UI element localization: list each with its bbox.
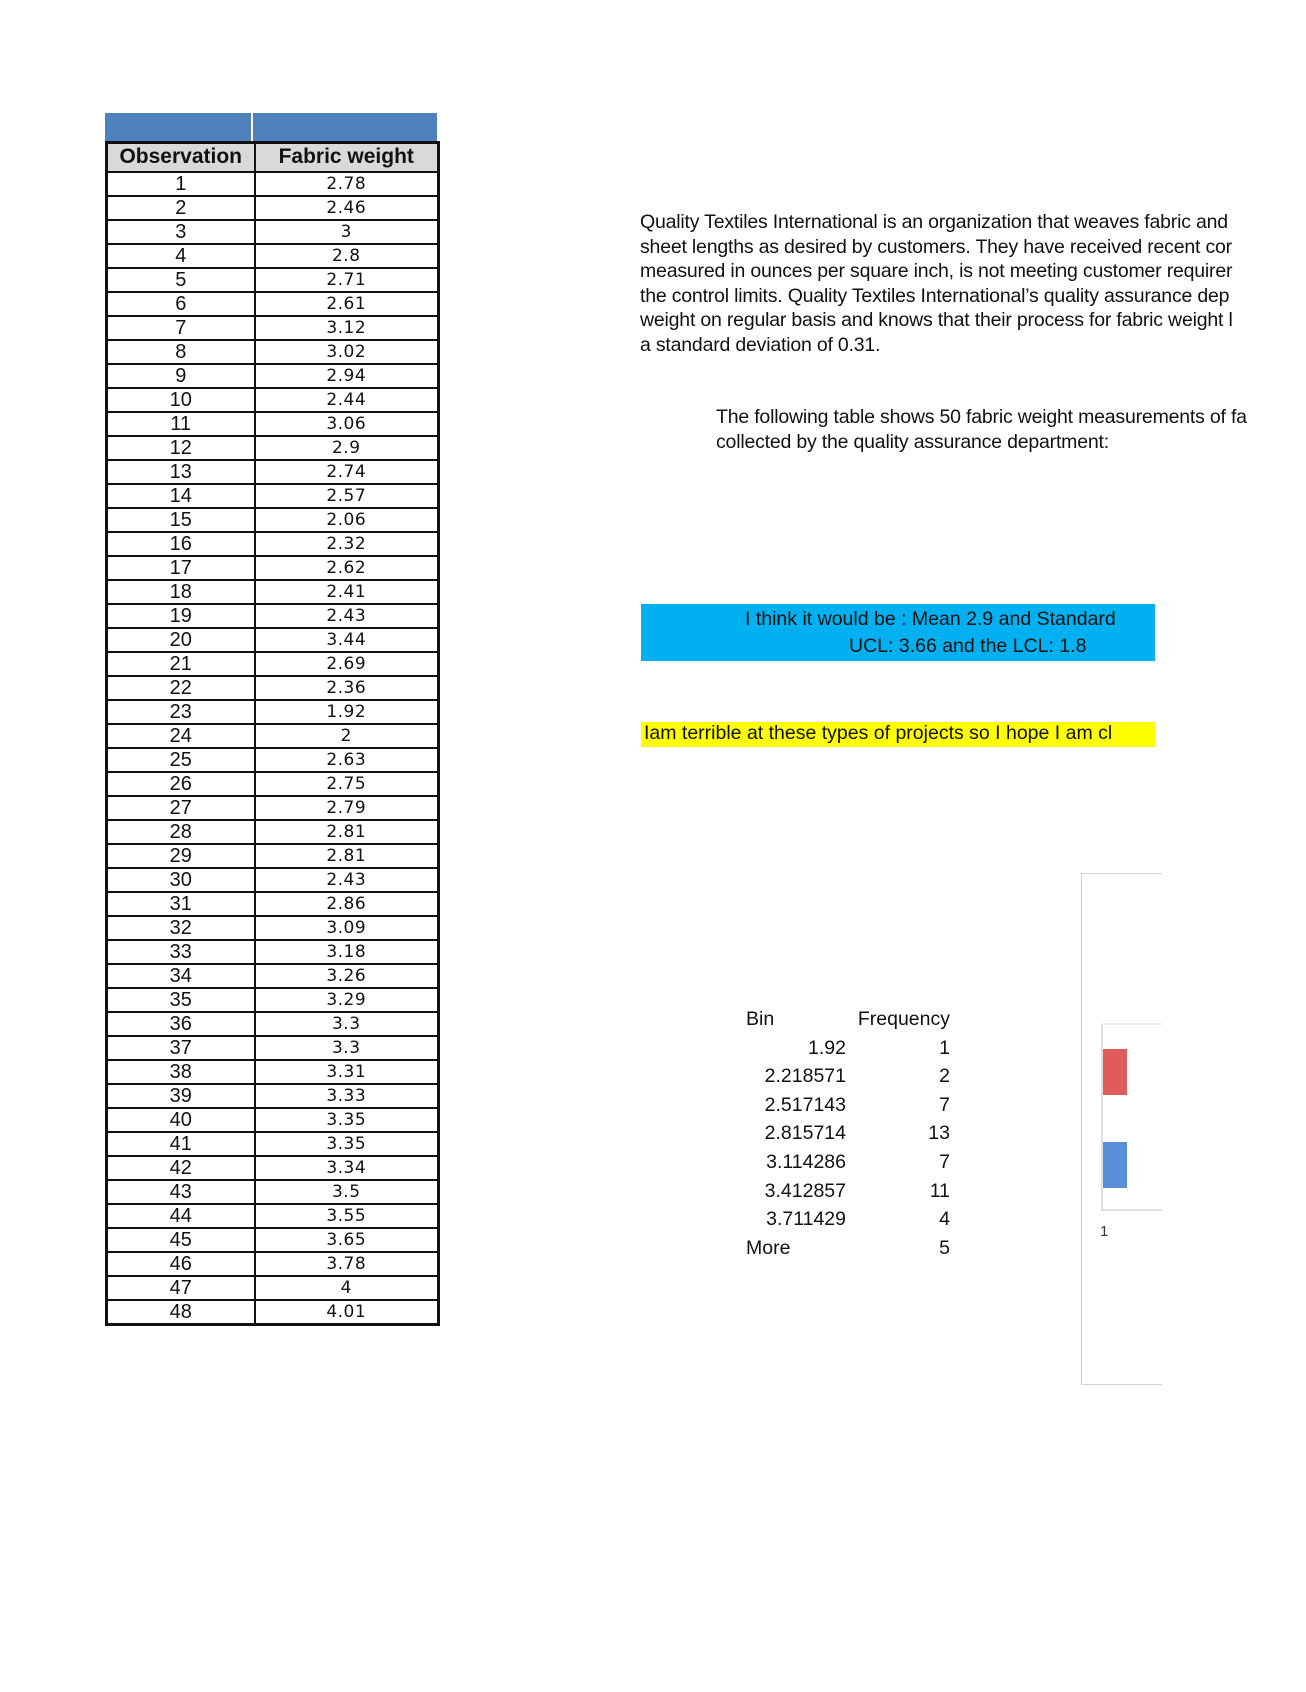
observation-cell[interactable]: 25 <box>107 748 255 772</box>
frequency-cell[interactable]: 11 <box>929 1179 950 1202</box>
observation-cell[interactable]: 39 <box>107 1084 255 1108</box>
table-row <box>107 412 439 436</box>
observation-cell[interactable]: 14 <box>107 484 255 508</box>
bin-cell[interactable]: More <box>746 1236 791 1259</box>
observation-cell[interactable]: 42 <box>107 1156 255 1180</box>
observation-cell[interactable]: 6 <box>107 292 255 316</box>
table-row <box>107 964 439 988</box>
fabric-weight-cell[interactable]: 2.32 <box>255 532 439 556</box>
fabric-weight-table <box>105 141 440 1326</box>
fabric-weight-cell[interactable]: 2.61 <box>255 292 439 316</box>
fabric-weight-cell[interactable]: 3.44 <box>255 628 439 652</box>
observation-cell[interactable]: 13 <box>107 460 255 484</box>
observation-cell[interactable]: 7 <box>107 316 255 340</box>
table-row <box>107 796 439 820</box>
table-row <box>107 340 439 364</box>
table-row <box>107 916 439 940</box>
fabric-weight-cell[interactable]: 2.57 <box>255 484 439 508</box>
fabric-weight-cell[interactable]: 2.94 <box>255 364 439 388</box>
chart-bar-series-1 <box>1103 1049 1127 1095</box>
fabric-weight-cell[interactable]: 3.35 <box>255 1132 439 1156</box>
frequency-row <box>738 1065 958 1094</box>
fabric-weight-cell[interactable]: 2 <box>255 724 439 748</box>
bin-cell[interactable]: 1.92 <box>808 1036 846 1059</box>
frequency-row <box>738 1208 958 1237</box>
observation-cell[interactable]: 36 <box>107 1012 255 1036</box>
observation-cell[interactable]: 47 <box>107 1276 255 1300</box>
fabric-weight-cell[interactable]: 3.02 <box>255 340 439 364</box>
frequency-cell[interactable]: 2 <box>939 1065 950 1088</box>
table-row <box>107 724 439 748</box>
fabric-weight-cell[interactable]: 3.12 <box>255 316 439 340</box>
observation-cell[interactable]: 23 <box>107 700 255 724</box>
fabric-weight-cell[interactable]: 3.3 <box>255 1036 439 1060</box>
fabric-weight-cell[interactable]: 3.06 <box>255 412 439 436</box>
observation-cell[interactable]: 32 <box>107 916 255 940</box>
observation-cell[interactable]: 17 <box>107 556 255 580</box>
frequency-cell[interactable]: 4 <box>939 1208 950 1231</box>
fabric-weight-cell[interactable]: 3.26 <box>255 964 439 988</box>
observation-cell[interactable]: 20 <box>107 628 255 652</box>
frequency-table <box>738 1008 958 1265</box>
fabric-weight-cell[interactable]: 2.78 <box>255 172 439 196</box>
column-header-fabric-weight[interactable]: Fabric weight <box>255 143 439 172</box>
table-row <box>107 508 439 532</box>
observation-cell[interactable]: 48 <box>107 1300 255 1325</box>
fabric-weight-cell[interactable]: 2.79 <box>255 796 439 820</box>
fabric-weight-cell[interactable]: 2.81 <box>255 844 439 868</box>
fabric-weight-cell[interactable]: 3 <box>255 220 439 244</box>
frequency-cell[interactable]: 1 <box>939 1036 950 1059</box>
fabric-weight-cell[interactable]: 2.62 <box>255 556 439 580</box>
note-highlight-box[interactable] <box>641 722 1155 747</box>
fabric-weight-cell[interactable]: 2.86 <box>255 892 439 916</box>
table-row <box>107 1108 439 1132</box>
observation-cell[interactable]: 29 <box>107 844 255 868</box>
observation-cell[interactable]: 9 <box>107 364 255 388</box>
table-row <box>107 268 439 292</box>
fabric-weight-cell[interactable]: 3.31 <box>255 1060 439 1084</box>
fabric-weight-cell[interactable]: 2.8 <box>255 244 439 268</box>
table-row <box>107 1228 439 1252</box>
observation-cell[interactable]: 31 <box>107 892 255 916</box>
table-row <box>107 220 439 244</box>
bin-cell[interactable]: 2.517143 <box>764 1093 846 1116</box>
table-row <box>107 1204 439 1228</box>
fabric-weight-cell[interactable]: 3.09 <box>255 916 439 940</box>
fabric-weight-cell[interactable]: 1.92 <box>255 700 439 724</box>
observation-cell[interactable]: 40 <box>107 1108 255 1132</box>
bin-cell[interactable]: 2.218571 <box>764 1065 846 1088</box>
problem-statement: Quality Textiles International is an organization that weaves fabric and sheet lengths as desired by customers. They have received recent cor measured in ounces per square inch, is not meeting customer requirer the control limits. Quality Textiles International’s quality assurance dep weight on regular basis and knows that their process for fabric weight l a standard deviation of 0.31. <box>640 211 1233 356</box>
observation-cell[interactable]: 15 <box>107 508 255 532</box>
table-row <box>107 748 439 772</box>
histogram-chart-svg <box>1082 874 1162 1384</box>
histogram-chart[interactable] <box>1081 873 1162 1385</box>
header-band-cell-1 <box>105 113 253 141</box>
fabric-weight-cell[interactable]: 3.18 <box>255 940 439 964</box>
table-row <box>107 772 439 796</box>
table-row <box>107 532 439 556</box>
table-row <box>107 580 439 604</box>
fabric-weight-cell[interactable]: 3.29 <box>255 988 439 1012</box>
observation-cell[interactable]: 12 <box>107 436 255 460</box>
fabric-weight-cell[interactable]: 3.3 <box>255 1012 439 1036</box>
answer-line-2: UCL: 3.66 and the LCL: 1.8 <box>849 635 1087 657</box>
observation-cell[interactable]: 22 <box>107 676 255 700</box>
table-row <box>107 652 439 676</box>
table-row <box>107 940 439 964</box>
table-row <box>107 604 439 628</box>
fabric-weight-cell[interactable]: 2.63 <box>255 748 439 772</box>
observation-cell[interactable]: 16 <box>107 532 255 556</box>
table-row <box>107 868 439 892</box>
observation-cell[interactable]: 8 <box>107 340 255 364</box>
table-row <box>107 244 439 268</box>
column-header-observation[interactable]: Observation <box>107 143 255 172</box>
fabric-weight-cell[interactable]: 3.33 <box>255 1084 439 1108</box>
fabric-weight-cell[interactable]: 2.69 <box>255 652 439 676</box>
frequency-header-frequency[interactable]: Frequency <box>857 1008 950 1030</box>
observation-cell[interactable]: 37 <box>107 1036 255 1060</box>
bin-cell[interactable]: 3.711429 <box>766 1208 846 1231</box>
observation-cell[interactable]: 27 <box>107 796 255 820</box>
fabric-weight-cell[interactable]: 2.41 <box>255 580 439 604</box>
observation-cell[interactable]: 46 <box>107 1252 255 1276</box>
fabric-weight-cell[interactable]: 2.43 <box>255 868 439 892</box>
table-row <box>107 1132 439 1156</box>
observation-cell[interactable]: 10 <box>107 388 255 412</box>
fabric-weight-table-container <box>105 113 437 1326</box>
fabric-weight-cell[interactable]: 3.65 <box>255 1228 439 1252</box>
header-band-cell-2 <box>253 113 437 141</box>
fabric-weight-cell[interactable]: 2.71 <box>255 268 439 292</box>
observation-cell[interactable]: 1 <box>107 172 255 196</box>
table-row <box>107 1300 439 1325</box>
observation-cell[interactable]: 44 <box>107 1204 255 1228</box>
fabric-weight-cell[interactable]: 3.5 <box>255 1180 439 1204</box>
table-row <box>107 388 439 412</box>
frequency-row <box>738 1094 958 1123</box>
table-row <box>107 844 439 868</box>
table-row <box>107 700 439 724</box>
table-row <box>107 172 439 196</box>
fabric-weight-cell[interactable]: 2.75 <box>255 772 439 796</box>
fabric-weight-cell[interactable]: 3.78 <box>255 1252 439 1276</box>
table-row <box>107 1012 439 1036</box>
table-intro-text: The following table shows 50 fabric weight measurements of fa collected by the quality assurance department: <box>716 406 1247 453</box>
answer-line-1: I think it would be : Mean 2.9 and Standard <box>745 608 1116 630</box>
observation-cell[interactable]: 5 <box>107 268 255 292</box>
table-row <box>107 988 439 1012</box>
table-row <box>107 1180 439 1204</box>
observation-cell[interactable]: 18 <box>107 580 255 604</box>
frequency-cell[interactable]: 7 <box>939 1093 950 1116</box>
note-text: Iam terrible at these types of projects so I hope I am cl <box>644 722 1113 744</box>
frequency-body <box>738 1037 958 1266</box>
observation-cell[interactable]: 30 <box>107 868 255 892</box>
table-header-row <box>107 143 439 172</box>
bin-cell[interactable]: 2.815714 <box>764 1122 846 1145</box>
frequency-cell[interactable]: 13 <box>928 1122 950 1145</box>
observation-cell[interactable]: 26 <box>107 772 255 796</box>
fabric-weight-cell[interactable]: 4.01 <box>255 1300 439 1325</box>
observation-cell[interactable]: 11 <box>107 412 255 436</box>
table-row <box>107 292 439 316</box>
table-row <box>107 316 439 340</box>
fabric-weight-cell[interactable]: 2.46 <box>255 196 439 220</box>
bin-cell[interactable]: 3.114286 <box>766 1150 846 1173</box>
frequency-row <box>738 1037 958 1066</box>
fabric-weight-cell[interactable]: 2.9 <box>255 436 439 460</box>
fabric-weight-cell[interactable]: 2.06 <box>255 508 439 532</box>
table-row <box>107 484 439 508</box>
table-row <box>107 364 439 388</box>
fabric-weight-cell[interactable]: 2.44 <box>255 388 439 412</box>
bin-cell[interactable]: 3.412857 <box>764 1179 846 1202</box>
frequency-header-bin[interactable]: Bin <box>746 1008 775 1030</box>
observation-cell[interactable]: 34 <box>107 964 255 988</box>
frequency-row <box>738 1180 958 1209</box>
table-row <box>107 892 439 916</box>
fabric-weight-cell[interactable]: 3.55 <box>255 1204 439 1228</box>
observation-cell[interactable]: 21 <box>107 652 255 676</box>
table-row <box>107 1060 439 1084</box>
fabric-weight-cell[interactable]: 2.81 <box>255 820 439 844</box>
table-row <box>107 1036 439 1060</box>
table-row <box>107 1252 439 1276</box>
observation-cell[interactable]: 38 <box>107 1060 255 1084</box>
observation-cell[interactable]: 43 <box>107 1180 255 1204</box>
observation-cell[interactable]: 41 <box>107 1132 255 1156</box>
fabric-weight-cell[interactable]: 4 <box>255 1276 439 1300</box>
frequency-row <box>738 1237 958 1266</box>
fabric-weight-cell[interactable]: 3.34 <box>255 1156 439 1180</box>
fabric-weight-cell[interactable]: 3.35 <box>255 1108 439 1132</box>
observation-cell[interactable]: 33 <box>107 940 255 964</box>
fabric-weight-cell[interactable]: 2.43 <box>255 604 439 628</box>
table-row <box>107 556 439 580</box>
frequency-cell[interactable]: 5 <box>939 1236 950 1259</box>
table-row <box>107 1276 439 1300</box>
frequency-row <box>738 1122 958 1151</box>
answer-highlight-box[interactable] <box>641 604 1155 661</box>
table-row <box>107 1156 439 1180</box>
table-row <box>107 460 439 484</box>
table-row <box>107 1084 439 1108</box>
observation-cell[interactable]: 3 <box>107 220 255 244</box>
observation-cell[interactable]: 35 <box>107 988 255 1012</box>
observation-cell[interactable]: 24 <box>107 724 255 748</box>
observation-cell[interactable]: 45 <box>107 1228 255 1252</box>
table-row <box>107 196 439 220</box>
table-row <box>107 628 439 652</box>
frequency-header-row <box>738 1008 958 1037</box>
table-row <box>107 820 439 844</box>
fabric-weight-cell[interactable]: 2.74 <box>255 460 439 484</box>
table-body <box>107 172 439 1325</box>
chart-x-tick-label: 1 <box>1100 1223 1109 1240</box>
frequency-cell[interactable]: 7 <box>939 1150 950 1173</box>
observation-cell[interactable]: 2 <box>107 196 255 220</box>
observation-cell[interactable]: 28 <box>107 820 255 844</box>
observation-cell[interactable]: 4 <box>107 244 255 268</box>
fabric-weight-cell[interactable]: 2.36 <box>255 676 439 700</box>
table-header-band <box>105 113 437 141</box>
frequency-row <box>738 1151 958 1180</box>
table-row <box>107 436 439 460</box>
table-row <box>107 676 439 700</box>
observation-cell[interactable]: 19 <box>107 604 255 628</box>
chart-bar-series-2 <box>1103 1142 1127 1188</box>
